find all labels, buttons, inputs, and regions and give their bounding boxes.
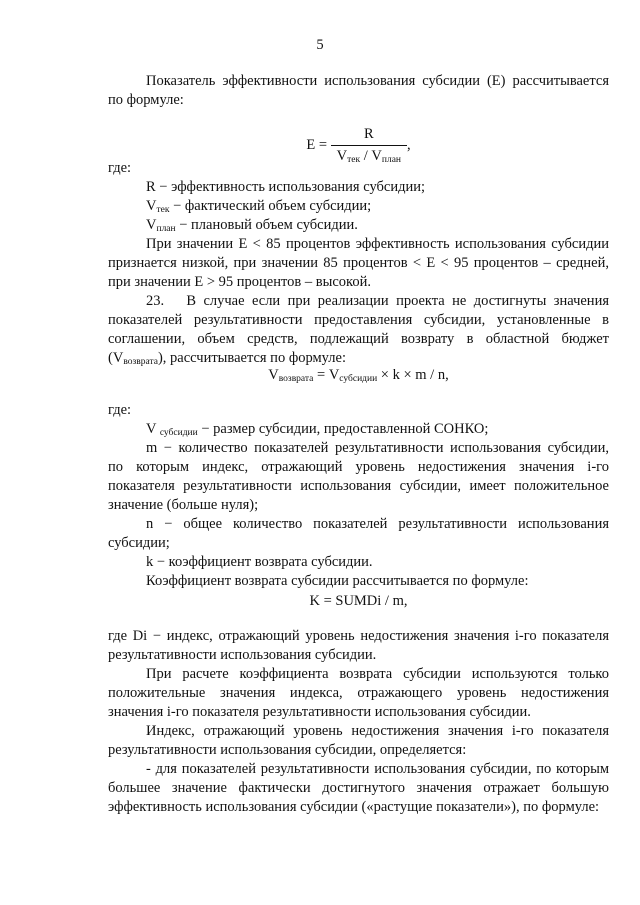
paragraph-growing: - для показателей результативности использования субсидии, по которым большее значение фактически достигнутого значения отражает большую эффективность использования субсидии («растущие показатели»), по формуле: bbox=[108, 761, 609, 815]
formula-coefficient: K = SUMDi / m, bbox=[309, 593, 408, 609]
paragraph-coefficient: Коэффициент возврата субсидии рассчитывается по формуле: bbox=[146, 573, 529, 589]
def-vtek: $V_{тек}$ − фактический объем субсидии; bbox=[146, 198, 372, 215]
def-vsub: V $_{субсидии}$ − размер субсидии, предоставленной СОНКО; bbox=[146, 421, 489, 438]
fraction: $\frac{R}{V_{тек} / V_{план}}$ bbox=[331, 125, 407, 166]
formula-return-volume: $V_{возврата} = V_{субсидии} \times k \times m / n$, bbox=[268, 367, 449, 384]
where-label: где: bbox=[108, 402, 132, 418]
def-vplan: $V_{план}$ − плановый объем субсидии. bbox=[146, 217, 358, 234]
definitions-block-1 bbox=[108, 159, 609, 368]
paragraph-23: 23. В случае если при реализации проекта не достигнуты значения показателей результативности предоставления субсидии, установленные в соглашении, объем средств, подлежащий возврату в областной бюджет $(V_{возврата})$, рассчитывается по формуле: bbox=[108, 293, 609, 367]
paragraph-threshold: При значении E < 85 процентов эффективность использования субсидии признается низкой, при значении 85 процентов < E < 95 процентов – средней, при значении E > 95 процентов – высокой. bbox=[108, 236, 609, 290]
definitions-block-2 bbox=[108, 401, 609, 591]
def-n: n − общее количество показателей результативности использования субсидии; bbox=[108, 516, 609, 551]
where-label: где: bbox=[108, 160, 132, 176]
def-di: где Di − индекс, отражающий уровень недостижения значения i-го показателя результативности использования субсидии. bbox=[108, 628, 609, 663]
definitions-block-3 bbox=[108, 627, 609, 817]
def-k: k − коэффициент возврата субсидии. bbox=[146, 554, 373, 570]
def-m: m − количество показателей результативности использования субсидии, по которым индекс, отражающий уровень недостижения значения i-го показателя результативности использования субсидии, имеет положительное значение (больше нуля); bbox=[108, 440, 609, 513]
paragraph-positive: При расчете коэффициента возврата субсидии используются только положительные значения индекса, отражающего уровень недостижения значения i-го показателя результативности использования субсидии. bbox=[108, 666, 609, 720]
paragraph-index: Индекс, отражающий уровень недостижения значения i-го показателя результативности использования субсидии, определяется: bbox=[108, 723, 609, 758]
page-number: 5 bbox=[316, 37, 324, 53]
def-r: R − эффективность использования субсидии; bbox=[146, 179, 426, 195]
paragraph-intro: Показатель эффективности использования субсидии (E) рассчитывается по формуле: bbox=[108, 73, 609, 108]
formula-efficiency: E = $\frac{R}{V_{тек} / V_{план}}$ , bbox=[306, 126, 411, 165]
